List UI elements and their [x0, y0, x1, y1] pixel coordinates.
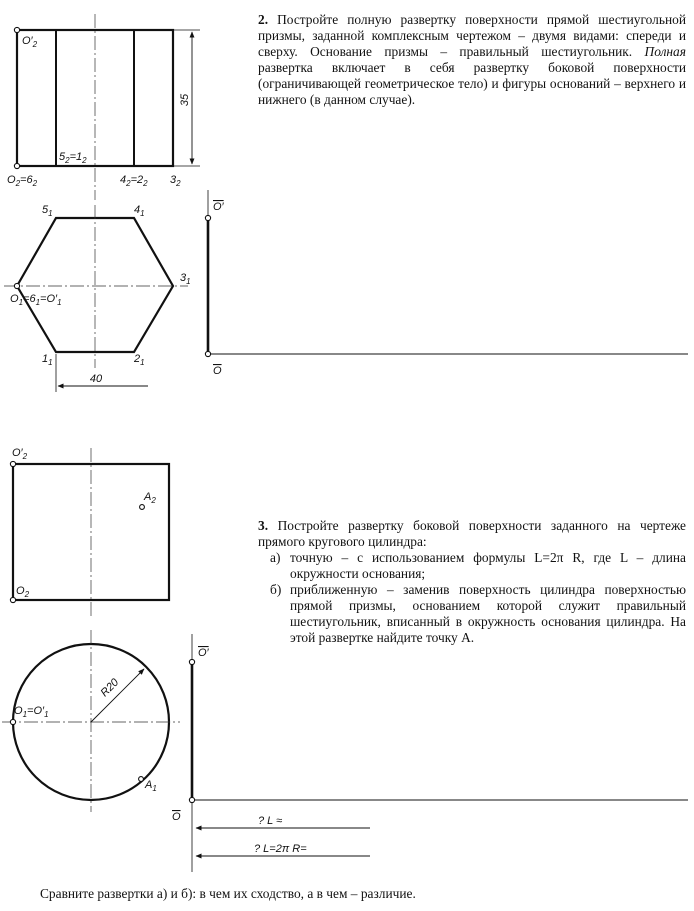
dim-height-label: 35: [179, 93, 191, 107]
task-3-number: 3.: [258, 518, 269, 533]
task-3-item-b: б) приближенную – заменив поверхность цилиндра поверхностью прямой призмы, основанием которой служит правильный шестиугольник, вписанный в окружность основания цилиндра. На этой развертке найдите точку А.: [270, 582, 686, 645]
label-cyl-dev-o-prime: O′: [198, 647, 209, 659]
label-o2-prime: $O'_2$: [22, 35, 38, 49]
label-cyl-o1: $O_1=O'_1$: [14, 705, 49, 719]
dim-radius-label: R20: [98, 676, 122, 700]
label-2-1: $2_1$: [134, 353, 145, 367]
task-3-intro: Постройте развертку боковой поверхности заданного на чертеже прямого кругового цилиндра:: [258, 518, 686, 549]
prism-front-view: [14, 14, 173, 200]
label-cyl-o2-prime: $O'_2$: [12, 447, 28, 461]
task-2-text: [258, 12, 686, 108]
label-a1: $A_1$: [145, 779, 157, 793]
footer-question: Сравните развертки а) и б): в чем их сходство, а в чем – различие.: [40, 886, 416, 901]
label-cyl-dev-o: O: [172, 811, 181, 823]
prism-development-axes: [205, 190, 688, 357]
question-l-approx: ? L ≈: [258, 815, 283, 827]
label-5-2-1-2: $5_2=1_2$: [59, 151, 87, 165]
label-3-2: $3_2$: [170, 174, 181, 188]
label-o1-6-1: $O_1=6_1=O'_1$: [10, 293, 62, 307]
task-2-body-2: развертка включает в себя развертку боковой поверхности (ограничивающей геометрическое тело) и фигуры оснований – верхнего и нижнего (в данном случае).: [258, 60, 686, 107]
task-2-body: Постройте полную развертку поверхности прямой шестиугольной призмы, заданной комплексным чертежом – двумя видами: спереди и сверху. Основание призмы – правильный шестиугольник.: [258, 12, 686, 59]
prism-top-view: [4, 205, 188, 368]
label-a2: $A_2$: [144, 491, 156, 505]
label-dev-o-prime: O′: [213, 201, 224, 213]
cylinder-front-view: [10, 448, 169, 616]
label-3-1: $3_1$: [180, 272, 191, 286]
question-l-exact: ? L=2π R=: [254, 843, 307, 855]
label-dev-o: O: [213, 365, 222, 377]
dim-width-label: 40: [89, 373, 103, 385]
task-3-item-a: а) точную – с использованием формулы L=2π R, где L – длина окружности основания;: [270, 550, 686, 581]
task-3-text: [258, 518, 686, 646]
task-2-number: 2.: [258, 12, 269, 27]
task-2-emphasis: Полная: [644, 44, 686, 59]
label-5-1: $5_1$: [42, 204, 53, 218]
label-4-1: $4_1$: [134, 204, 145, 218]
label-o2-6: $O_2=6_2$: [7, 174, 38, 188]
dimension-height: [173, 30, 200, 166]
label-1-1: $1_1$: [42, 353, 53, 367]
label-4-2-2-2: $4_2=2_2$: [120, 174, 148, 188]
label-cyl-o2: $O_2$: [16, 585, 30, 599]
cylinder-development-axes: [189, 634, 688, 872]
